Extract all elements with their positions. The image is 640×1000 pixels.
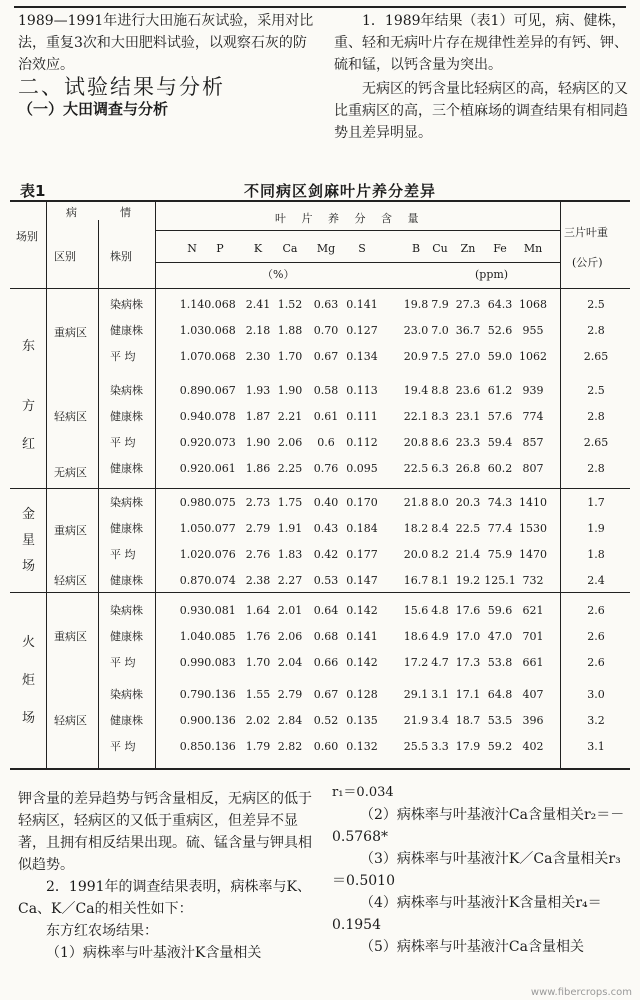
farm-1-char-3: 红 [22,437,36,452]
table-cell: 2.30 [245,350,271,363]
table-cell: 0.075 [204,496,236,509]
table-cell: 807 [522,462,544,475]
row-plant-label: 健康株 [110,324,143,337]
table-cell: 2.41 [245,298,271,311]
table-cell: 7.9 [431,298,449,311]
table-cell: 1.90 [245,436,271,449]
farm-2-char-2: 星 [22,533,36,548]
table-cell: 1.75 [277,496,303,509]
table-cell: 77.4 [487,522,513,535]
header-micro-unit: (ppm) [475,268,509,281]
table-cell: 17.9 [455,740,481,753]
table-cell: 2.04 [277,656,303,669]
intro-paragraph: 1989—1991年进行大田施石灰试验，采用对比法，重复3次和大田肥料试验，以观察石灰的防治效应。 [18,13,314,73]
table-cell: 1.91 [277,522,303,535]
section-heading: 二、试验结果与分析 [18,75,225,99]
correlation-item-3: （3）病株率与叶基液汁K／Ca含量相关r₃＝0.5010 [332,851,621,889]
row-plant-label: 健康株 [110,630,143,643]
result-paragraph-2: 无病区的钙含量比轻病区的高，轻病区的又比重病区的高，三个植麻场的调查结果有相同趋势且差异明显。 [334,81,628,141]
table-cell: 52.6 [487,324,513,337]
correlation-item-1: （1）病株率与叶基液汁K含量相关 [46,945,262,961]
table-cell: 53.5 [487,714,513,727]
zone-label: 重病区 [54,524,87,537]
table-cell: 1.70 [277,350,303,363]
subsection-heading: （一）大田调查与分析 [18,100,169,118]
table-cell: 18.6 [403,630,429,643]
table-cell: 21.8 [403,496,429,509]
correlation-item-2: （2）病株率与叶基液汁Ca含量相关r₂＝－0.5768* [332,807,625,845]
table-cell: 20.8 [403,436,429,449]
table-cell: 0.53 [313,574,339,587]
farm-3-char-1: 火 [22,635,36,650]
row-plant-label: 平 均 [110,436,136,449]
result-paragraph-1: 1．1989年结果（表1）可见，病、健株，重、轻和无病叶片存在规律性差异的有钙、钾、硫和锰，以钙含量为突出。 [334,13,628,73]
table-cell: 17.6 [455,604,481,617]
table-cell: 60.2 [487,462,513,475]
table-cell: 1.64 [245,604,271,617]
table-cell: 0.061 [204,462,236,475]
table-cell: 59.2 [487,740,513,753]
element-rule [155,262,560,263]
table-cell: 64.8 [487,688,513,701]
table-cell: 1.03 [179,324,205,337]
row-plant-label: 染病株 [110,604,143,617]
table-cell: 1410 [519,496,547,509]
table-cell: 2.4 [587,574,605,587]
table-cell: 17.0 [455,630,481,643]
table-cell: 2.82 [277,740,303,753]
table-cell: 2.38 [245,574,271,587]
table-cell: 0.068 [204,324,236,337]
table-cell: 0.67 [313,350,339,363]
table-cell: 4.7 [431,656,449,669]
table-cell: 22.5 [455,522,481,535]
table-cell: 774 [522,410,544,423]
table-cell: 0.147 [346,574,378,587]
table-cell: 0.132 [346,740,378,753]
table-cell: 3.4 [431,714,449,727]
table-cell: 0.85 [179,740,205,753]
table-cell: 21.9 [403,714,429,727]
table-section-rule-1 [10,488,630,489]
left-column-top [18,10,316,120]
row-plant-label: 健康株 [110,522,143,535]
table-cell: 0.141 [346,630,378,643]
table-cell: 23.0 [403,324,429,337]
table-cell: 0.79 [179,688,205,701]
table-cell: 0.99 [179,656,205,669]
table-cell: 4.8 [431,604,449,617]
table-cell: 2.8 [587,324,605,337]
table-cell: 3.2 [587,714,605,727]
table-cell: 0.63 [313,298,339,311]
table-cell: 8.8 [431,384,449,397]
zone-label: 重病区 [54,630,87,643]
table-cell: 0.76 [313,462,339,475]
table-cell: 0.077 [204,522,236,535]
table-cell: 1068 [519,298,547,311]
table-cell: 0.90 [179,714,205,727]
correlation-item-4: （4）病株率与叶基液汁K含量相关r₄＝0.1954 [332,895,602,933]
row-plant-label: 健康株 [110,462,143,475]
table-cell: 59.0 [487,350,513,363]
table-cell: 75.9 [487,548,513,561]
table-cell: 0.134 [346,350,378,363]
row-plant-label: 染病株 [110,496,143,509]
table-cell: 17.3 [455,656,481,669]
table-cell: 0.074 [204,574,236,587]
table-cell: 7.5 [431,350,449,363]
table-cell: 3.0 [587,688,605,701]
table-cell: 0.43 [313,522,339,535]
table-cell: 0.128 [346,688,378,701]
table-cell: 0.076 [204,548,236,561]
table-cell: 125.1 [484,574,516,587]
table-cell: 17.2 [403,656,429,669]
table-cell: 0.078 [204,410,236,423]
top-rule [14,6,626,8]
element-header-p: P [216,242,224,255]
table-cell: 2.73 [245,496,271,509]
table-cell: 18.2 [403,522,429,535]
row-plant-label: 平 均 [110,740,136,753]
table-cell: 701 [522,630,544,643]
potassium-paragraph: 钾含量的差异趋势与钙含量相反，无病区的低于轻病区，轻病区的又低于重病区，但差异不显著，且拥有相反结果出现。硫、锰含量与钾具相似趋势。 [18,791,312,873]
table-cell: 0.67 [313,688,339,701]
table-cell: 0.113 [346,384,378,397]
table-cell: 16.7 [403,574,429,587]
table-cell: 0.083 [204,656,236,669]
table-cell: 0.177 [346,548,378,561]
table-cell: 396 [522,714,544,727]
table-cell: 2.06 [277,436,303,449]
farm-2-char-3: 场 [22,559,36,574]
table-cell: 1.55 [245,688,271,701]
table-cell: 27.3 [455,298,481,311]
row-plant-label: 健康株 [110,574,143,587]
table-cell: 0.095 [346,462,378,475]
table-cell: 955 [522,324,544,337]
table-cell: 2.21 [277,410,303,423]
table-cell: 4.9 [431,630,449,643]
table-cell: 0.42 [313,548,339,561]
table-cell: 0.64 [313,604,339,617]
table-cell: 8.4 [431,522,449,535]
table-cell: 1.90 [277,384,303,397]
element-header-ca: Ca [282,242,298,255]
element-header-n: N [187,242,197,255]
table-cell: 1.76 [245,630,271,643]
table-cell: 1.87 [245,410,271,423]
table-cell: 1.04 [179,630,205,643]
table-cell: 0.52 [313,714,339,727]
table-cell: 2.5 [587,298,605,311]
table-cell: 7.0 [431,324,449,337]
right-column-bottom [332,782,632,958]
table-cell: 47.0 [487,630,513,643]
table-cell: 3.3 [431,740,449,753]
table-cell: 21.4 [455,548,481,561]
table-cell: 2.6 [587,630,605,643]
table-cell: 8.1 [431,574,449,587]
farm-1-char-1: 东 [22,339,36,354]
row-plant-label: 染病株 [110,688,143,701]
table-cell: 1.52 [277,298,303,311]
row-plant-label: 平 均 [110,548,136,561]
table-cell: 25.5 [403,740,429,753]
table-cell: 23.6 [455,384,481,397]
table-cell: 36.7 [455,324,481,337]
table-label: 表1 [20,182,46,200]
table-cell: 0.87 [179,574,205,587]
left-column-bottom [18,788,318,964]
table-cell: 0.085 [204,630,236,643]
table-cell: 0.92 [179,462,205,475]
farm-2-char-1: 金 [22,507,36,522]
element-header-k: K [253,242,263,255]
table-cell: 3.1 [431,688,449,701]
table-cell: 8.2 [431,548,449,561]
table-cell: 1.70 [245,656,271,669]
element-header-fe: Fe [493,242,507,255]
table-cell: 61.2 [487,384,513,397]
table-cell: 1.05 [179,522,205,535]
table-cell: 19.8 [403,298,429,311]
table-cell: 0.61 [313,410,339,423]
table-cell: 402 [522,740,544,753]
table-cell: 0.98 [179,496,205,509]
watermark: www.fibercrops.com [530,987,632,998]
table-cell: 0.93 [179,604,205,617]
vline-weight [560,200,561,768]
table-cell: 0.111 [346,410,378,423]
table-cell: 1.8 [587,548,605,561]
row-plant-label: 染病株 [110,298,143,311]
table-cell: 732 [522,574,544,587]
header-weight-unit: (公斤) [572,256,603,269]
table-cell: 2.6 [587,656,605,669]
table-cell: 2.8 [587,462,605,475]
table-cell: 3.1 [587,740,605,753]
table-cell: 1.02 [179,548,205,561]
header-zone: 区别 [54,250,76,263]
header-disease: 病 [66,206,77,219]
table-cell: 1.93 [245,384,271,397]
table-cell: 2.65 [583,350,609,363]
table-cell: 26.8 [455,462,481,475]
table-cell: 0.184 [346,522,378,535]
table-cell: 0.142 [346,656,378,669]
zone-label: 无病区 [54,466,87,479]
table-cell: 19.2 [455,574,481,587]
table-cell: 2.02 [245,714,271,727]
correlation-item-5: （5）病株率与叶基液汁Ca含量相关 [360,939,584,955]
table-title: 不同病区剑麻叶片养分差异 [243,182,436,200]
header-disease-2: 情 [120,206,131,219]
table-cell: 1.88 [277,324,303,337]
element-header-s: S [358,242,366,255]
element-header-mn: Mn [523,242,543,255]
table-cell: 857 [522,436,544,449]
table-top-rule [10,200,630,202]
table-cell: 1.79 [245,740,271,753]
farm-3-char-3: 场 [22,711,36,726]
element-header-zn: Zn [460,242,476,255]
table-cell: 2.18 [245,324,271,337]
table-cell: 59.4 [487,436,513,449]
right-column-top [334,10,630,144]
table-cell: 2.27 [277,574,303,587]
nutrient-table [10,200,630,770]
row-plant-label: 健康株 [110,410,143,423]
table-cell: 1.86 [245,462,271,475]
table-cell: 22.1 [403,410,429,423]
header-weight: 三片叶重 [564,226,608,239]
table-cell: 2.8 [587,410,605,423]
table-cell: 23.3 [455,436,481,449]
table-cell: 17.1 [455,688,481,701]
table-cell: 0.60 [313,740,339,753]
table-cell: 2.6 [587,604,605,617]
table-cell: 74.3 [487,496,513,509]
table-cell: 6.3 [431,462,449,475]
table-cell: 0.141 [346,298,378,311]
table-section-rule-2 [10,592,630,593]
table-cell: 2.5 [587,384,605,397]
table-cell: 1.07 [179,350,205,363]
element-header-mg: Mg [316,242,336,255]
zone-label: 轻病区 [54,714,87,727]
table-cell: 2.76 [245,548,271,561]
table-cell: 0.94 [179,410,205,423]
table-cell: 22.5 [403,462,429,475]
table-cell: 0.081 [204,604,236,617]
vline-zone [98,220,99,768]
table-cell: 0.70 [313,324,339,337]
farm-result-heading: 东方红农场结果： [46,923,158,939]
table-cell: 0.68 [313,630,339,643]
table-cell: 20.9 [403,350,429,363]
table-cell: 23.1 [455,410,481,423]
table-cell: 64.3 [487,298,513,311]
table-cell: 20.0 [403,548,429,561]
element-header-b: B [411,242,421,255]
header-farm: 场别 [16,230,38,243]
table-cell: 1.83 [277,548,303,561]
table-cell: 2.06 [277,630,303,643]
header-plant: 株别 [110,250,132,263]
table-cell: 29.1 [403,688,429,701]
table-cell: 661 [522,656,544,669]
table-cell: 8.3 [431,410,449,423]
table-cell: 1530 [519,522,547,535]
element-header-cu: Cu [432,242,448,255]
table-cell: 57.6 [487,410,513,423]
table-cell: 1.14 [179,298,205,311]
table-cell: 0.6 [317,436,335,449]
table-cell: 0.170 [346,496,378,509]
table-cell: 19.4 [403,384,429,397]
table-cell: 27.0 [455,350,481,363]
table-cell: 939 [522,384,544,397]
table-cell: 0.136 [204,714,236,727]
table-cell: 1.7 [587,496,605,509]
vline-farm [46,200,47,768]
row-plant-label: 平 均 [110,350,136,363]
row-plant-label: 染病株 [110,384,143,397]
table-cell: 0.127 [346,324,378,337]
correlation-r1: r₁＝0.034 [332,785,394,800]
table-cell: 2.25 [277,462,303,475]
zone-label: 重病区 [54,326,87,339]
row-plant-label: 健康株 [110,714,143,727]
farm-1-char-2: 方 [22,399,36,414]
table-cell: 1062 [519,350,547,363]
table-cell: 0.92 [179,436,205,449]
table-cell: 0.073 [204,436,236,449]
table-cell: 0.142 [346,604,378,617]
table-header-rule [10,288,630,289]
table-cell: 0.112 [346,436,378,449]
table-cell: 8.6 [431,436,449,449]
table-bottom-rule [10,768,630,770]
table-cell: 2.79 [277,688,303,701]
table-cell: 2.65 [583,436,609,449]
row-plant-label: 平 均 [110,656,136,669]
table-cell: 1.9 [587,522,605,535]
vline-plant [155,200,156,768]
table-cell: 0.135 [346,714,378,727]
table-cell: 0.068 [204,350,236,363]
table-cell: 0.66 [313,656,339,669]
table-cell: 621 [522,604,544,617]
table-cell: 1470 [519,548,547,561]
table-cell: 2.84 [277,714,303,727]
table-cell: 59.6 [487,604,513,617]
header-macro-unit: （%） [262,268,295,281]
table-cell: 53.8 [487,656,513,669]
table-cell: 18.7 [455,714,481,727]
table-cell: 8.0 [431,496,449,509]
farm-3-char-2: 炬 [22,673,36,688]
table-cell: 15.6 [403,604,429,617]
table-cell: 20.3 [455,496,481,509]
table-cell: 2.01 [277,604,303,617]
survey-paragraph: 2．1991年的调查结果表明，病株率与K、Ca、K／Ca的相关性如下： [18,879,311,917]
table-cell: 0.136 [204,740,236,753]
table-cell: 0.58 [313,384,339,397]
table-cell: 0.067 [204,384,236,397]
zone-label: 轻病区 [54,574,87,587]
table-cell: 407 [522,688,544,701]
table-cell: 0.068 [204,298,236,311]
nutrient-group-rule [155,230,560,231]
table-cell: 0.40 [313,496,339,509]
table-cell: 0.89 [179,384,205,397]
header-nutrient-group: 叶 片 养 分 含 量 [275,212,425,225]
table-cell: 0.136 [204,688,236,701]
zone-label: 轻病区 [54,410,87,423]
table-cell: 2.79 [245,522,271,535]
